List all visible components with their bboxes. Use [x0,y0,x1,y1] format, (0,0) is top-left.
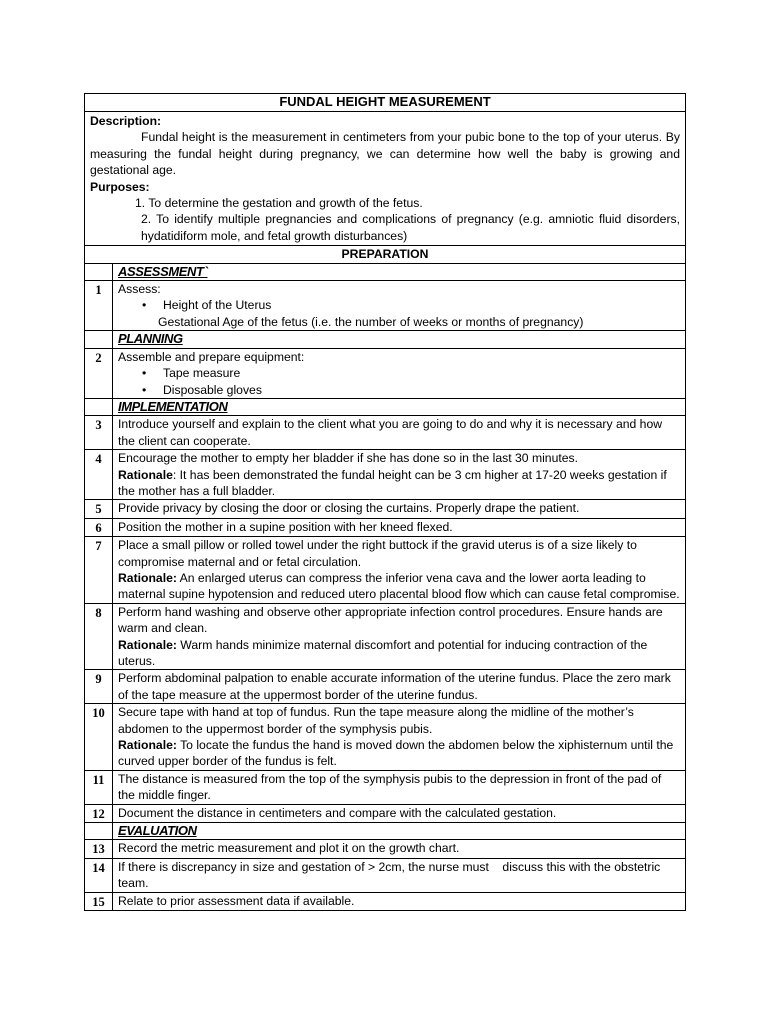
step-row-13 [85,840,686,858]
rationale-label: Rationale: [118,738,177,753]
preparation-heading: PREPARATION [85,246,686,263]
section-assessment: ASSESSMENT` [113,263,686,280]
step-number: 5 [85,500,113,518]
step-text: Perform abdominal palpation to enable accurate information of the uterine fundus. Place the zero mark of the tape measure at the uppermost border of the uterine fundus. [113,670,686,704]
step-subtext: Gestational Age of the fetus (i.e. the number of weeks or months of pregnancy) [158,314,584,329]
step-text: Relate to prior assessment data if available. [113,892,686,910]
step-text: If there is discrepancy in size and gestation of > 2cm, the nurse must discuss this with the obstetric team. [113,858,686,892]
description-row [85,112,686,246]
step-content [113,704,686,771]
procedure-table [84,93,686,911]
rationale-text: An enlarged uterus can compress the inferior vena cava and the lower aorta leading to maternal supine hypotension and reduced utero placental blood flow which can cause fetal compromise. [118,570,680,602]
section-row-planning [85,331,686,348]
section-implementation: IMPLEMENTATION [113,398,686,415]
step-number: 13 [85,840,113,858]
purposes-label: Purposes: [90,179,150,194]
step-rationale [118,637,680,670]
step-text: Position the mother in a supine position with her kneed flexed. [113,518,686,536]
step-rationale [118,737,680,770]
step-text: Assess: [118,282,161,297]
bullet-item: • Disposable gloves [118,382,680,398]
step-number: 11 [85,770,113,804]
title-row [85,94,686,112]
step-number: 10 [85,704,113,771]
step-content [113,450,686,500]
step-text: Place a small pillow or rolled towel under the right buttock if the gravid uterus is of a size likely to compromise maternal and or fetal circulation. [118,538,637,569]
purpose-item-2 [90,211,680,244]
step-number: 6 [85,518,113,536]
step-text: Introduce yourself and explain to the client what you are going to do and why it is necessary and how the client can cooperate. [113,416,686,450]
description-text: Fundal height is the measurement in centimeters from your pubic bone to the top of your uterus. By measuring the fundal height during pregnancy, we can determine how well the baby is growing and gestational age. [90,130,680,178]
rationale-text: Warm hands minimize maternal discomfort and potential for inducing contraction of the uterus. [118,637,648,668]
rationale-text: : It has been demonstrated the fundal height can be 3 cm higher at 17-20 weeks gestation if the mother has a full bladder. [118,467,667,498]
document-title: FUNDAL HEIGHT MEASUREMENT [85,94,686,112]
step-number: 12 [85,804,113,822]
step-row-8 [85,603,686,670]
rationale-text: To locate the fundus the hand is moved down the abdomen below the xiphisternum until the curved upper border of the fundus is felt. [118,738,674,769]
description-label: Description: [90,114,162,128]
step-row-5 [85,500,686,518]
step-number: 3 [85,416,113,450]
step-content [113,603,686,670]
step-text: Secure tape with hand at top of fundus. Run the tape measure along the midline of the mother’s abdomen to the uppermost border of the symphysis pubis. [118,705,634,736]
step-text: Encourage the mother to empty her bladder if she has done so in the last 30 minutes. [118,451,579,466]
purpose-item-1: 1. To determine the gestation and growth of the fetus. [135,196,423,211]
step-row-9 [85,670,686,704]
step-number: 1 [85,281,113,331]
step-row-3 [85,416,686,450]
section-planning: PLANNING [113,331,686,348]
step-text: The distance is measured from the top of the symphysis pubis to the depression in front of the pad of the middle finger. [113,770,686,804]
step-text: Perform hand washing and observe other appropriate infection control procedures. Ensure hands are warm and clean. [118,604,663,636]
step-rationale [118,467,680,500]
step-number: 15 [85,892,113,910]
step-row-2 [85,348,686,398]
section-row-implementation [85,398,686,415]
step-number: 9 [85,670,113,704]
preparation-row [85,246,686,263]
step-number: 4 [85,450,113,500]
rationale-label: Rationale [118,467,173,482]
purpose-item-2-text: 2. To identify multiple pregnancies and complications of pregnancy (e.g. amniotic fluid disorders, hydatidiform mole, and fetal growth disturbances) [141,212,680,243]
step-row-6 [85,518,686,536]
bullet-item: • Tape measure [118,365,680,381]
step-row-7 [85,537,686,604]
step-rationale [118,570,680,603]
step-row-4 [85,450,686,500]
step-text: Record the metric measurement and plot it on the growth chart. [113,840,686,858]
step-text: Document the distance in centimeters and compare with the calculated gestation. [113,804,686,822]
step-content [113,537,686,604]
section-row-evaluation [85,823,686,840]
step-row-14 [85,858,686,892]
step-row-11 [85,770,686,804]
step-row-1 [85,281,686,331]
step-content [113,348,686,398]
step-text: Provide privacy by closing the door or closing the curtains. Properly drape the patient. [113,500,686,518]
step-content [113,281,686,331]
step-row-15 [85,892,686,910]
step-number: 7 [85,537,113,604]
step-number: 14 [85,858,113,892]
section-evaluation: EVALUATION [113,823,686,840]
rationale-label: Rationale: [118,570,177,585]
rationale-label: Rationale: [118,637,177,652]
step-text: Assemble and prepare equipment: [118,349,305,364]
step-number: 8 [85,603,113,670]
bullet-item: • Height of the Uterus [118,297,680,313]
step-row-12 [85,804,686,822]
step-number: 2 [85,348,113,398]
section-row-assessment [85,263,686,280]
step-row-10 [85,704,686,771]
